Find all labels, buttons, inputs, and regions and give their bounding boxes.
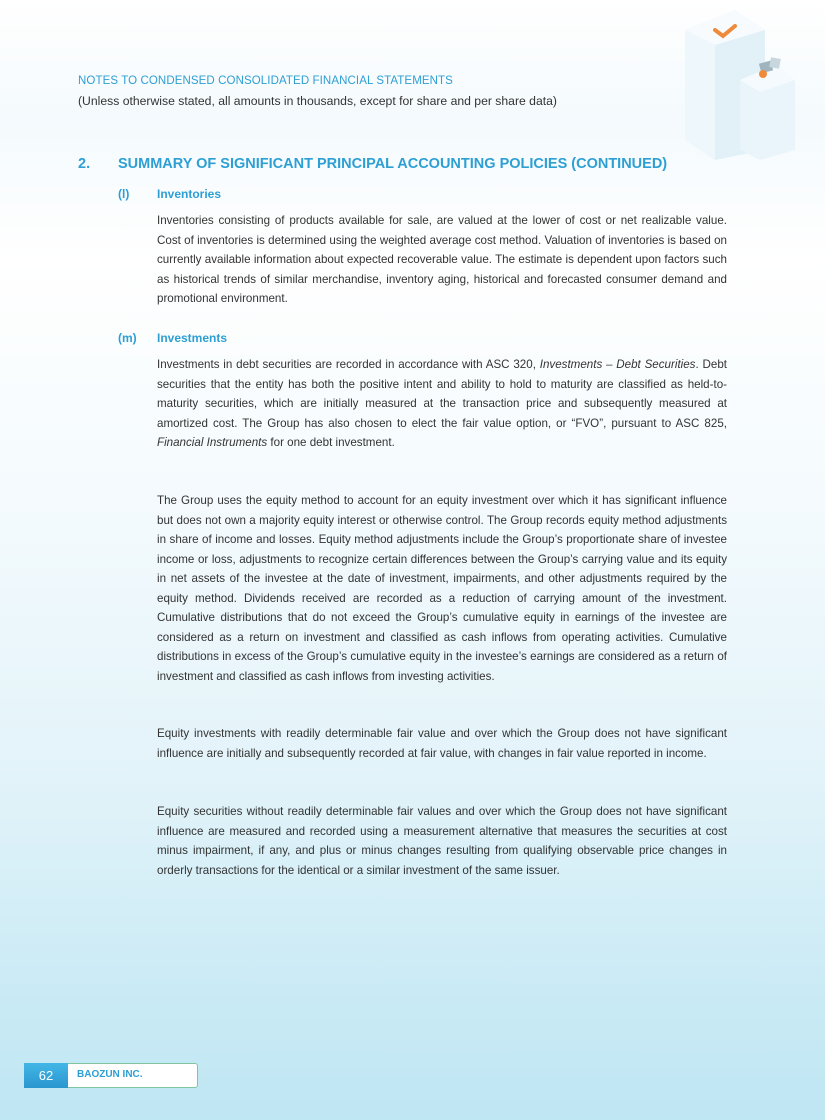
italic-term: Investments – Debt Securities bbox=[539, 358, 696, 371]
paragraph-equity-method: The Group uses the equity method to account for an equity investment over which it has significant influence but does not own a majority equity interest or otherwise control. The Group records equity method adjustments in share of income and losses. Equity method adjustments include the Group’s proportionate share of investee income or loss, adjustments to recognize certain differences between the Group’s carrying value and its equity in net assets of the investee at the date of investment, impairments, and other adjustments required by the equity method. Dividends received are recorded as a reduction of carrying amount of the investment. Cumulative distributions that do not exceed the Group’s cumulative equity in earnings of the investee are considered as a return on investment and classified as cash inflows from operating activities. Cumulative distributions in excess of the Group’s cumulative equity in the investee’s earnings are considered as a return of investment and classified as cash inflows from investing activities. bbox=[157, 494, 727, 683]
subsection-label-l: (l) bbox=[118, 187, 130, 201]
paragraph-without-readily-determinable: Equity securities without readily determinable fair values and over which the Group does not have significant influence are measured and recorded using a measurement alternative that measures the securities at cost minus impairment, if any, and plus or minus changes resulting from qualifying observable price changes in orderly transactions for the identical or a similar investment of the same issuer. bbox=[157, 805, 727, 877]
section-title: SUMMARY OF SIGNIFICANT PRINCIPAL ACCOUNTING POLICIES (CONTINUED) bbox=[118, 156, 668, 172]
subsection-title-investments: Investments bbox=[157, 331, 228, 345]
text-run: . Debt securities that the entity has both the positive intent and ability to hold to maturity are classified as held-to-maturity securities, which are initially measured at the transaction price and subsequently measured at amortized cost. The Group has also chosen to elect the fair value option, or “FVO”, pursuant to ASC 825, bbox=[157, 358, 727, 430]
running-header-title: NOTES TO CONDENSED CONSOLIDATED FINANCIAL STATEMENTS bbox=[78, 75, 453, 87]
decorative-boxes-graphic bbox=[655, 0, 825, 170]
running-header-subtitle: (Unless otherwise stated, all amounts in thousands, except for share and per share data) bbox=[78, 94, 557, 108]
paragraph-debt-securities bbox=[157, 355, 727, 453]
subsection-label-m: (m) bbox=[118, 331, 137, 345]
text-run: Investments in debt securities are recorded in accordance with ASC 320, bbox=[157, 358, 540, 371]
section-number: 2. bbox=[78, 156, 91, 172]
paragraph-readily-determinable: Equity investments with readily determinable fair value and over which the Group does not have significant influence are initially and subsequently recorded at fair value, with changes in fair value reported in income. bbox=[157, 727, 727, 760]
footer-company-name: BAOZUN INC. bbox=[77, 1069, 143, 1080]
subsection-title-inventories: Inventories bbox=[157, 187, 222, 201]
paragraph-inventories: Inventories consisting of products available for sale, are valued at the lower of cost or net realizable value. Cost of inventories is determined using the weighted average cost method. Valuation of inventories is based on currently available information about expected recoverable value. The estimate is dependent upon factors such as historical trends of similar merchandise, inventory aging, historical and forecasted consumer demand and promotional environment. bbox=[157, 214, 727, 305]
page-number: 62 bbox=[24, 1063, 68, 1088]
text-run: for one debt investment. bbox=[267, 436, 395, 449]
italic-term: Financial Instruments bbox=[157, 436, 268, 449]
